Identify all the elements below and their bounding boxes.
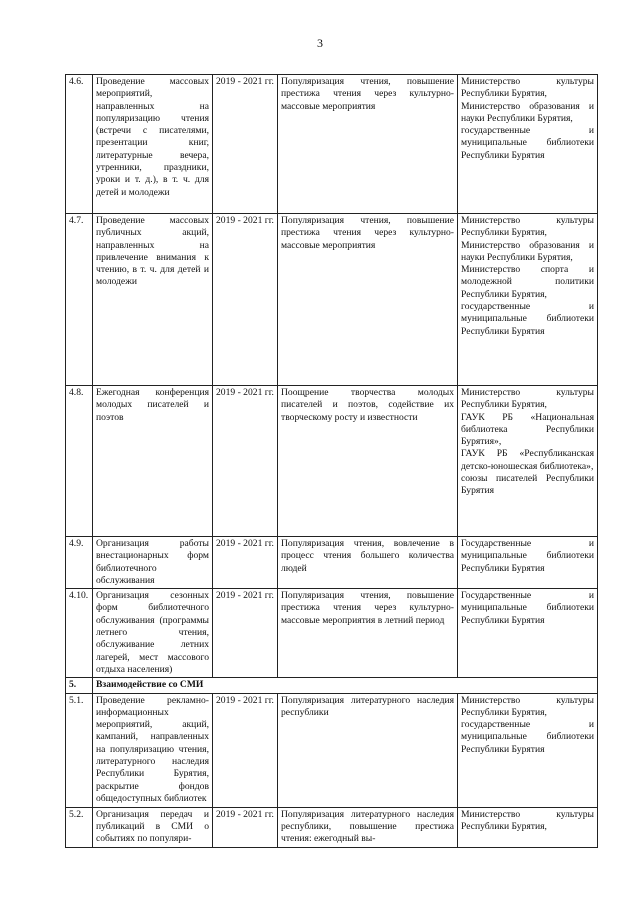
activity-cell: Ежегодная конференция молодых писателей и поэтов xyxy=(93,386,213,537)
table-row xyxy=(66,214,598,386)
executors-cell: Министерство культуры Республики Бурятия, Министерство образования и науки Республики Бурятия, государственные и муниципальные библиотеки Республики Бурятия xyxy=(458,75,598,214)
row-number: 4.10. xyxy=(66,589,93,678)
row-number: 5.1. xyxy=(66,693,93,807)
table-row xyxy=(66,807,598,847)
term-cell: 2019 - 2021 гг. xyxy=(213,589,278,678)
term-cell: 2019 - 2021 гг. xyxy=(213,693,278,807)
activity-cell: Проведение массовых мероприятий, направленных на популяризацию чтения (встречи с писателями, презентации книг, литературные вечера, утренники, праздники, уроки и т. д.), в т. ч. для детей и молодежи xyxy=(93,75,213,214)
activity-cell: Проведение массовых публичных акций, направленных на привлечение внимания к чтению, в т. ч. для детей и молодежи xyxy=(93,214,213,386)
goal-cell: Популяризация чтения, повышение престижа чтения через культурно-массовые мероприятия xyxy=(278,75,458,214)
table-row xyxy=(66,693,598,807)
row-number: 4.8. xyxy=(66,386,93,537)
executors-cell: Государственные и муниципальные библиотеки Республики Бурятия xyxy=(458,589,598,678)
term-cell: 2019 - 2021 гг. xyxy=(213,75,278,214)
row-number: 4.7. xyxy=(66,214,93,386)
term-cell: 2019 - 2021 гг. xyxy=(213,537,278,589)
goal-cell: Популяризация литературного наследия республики xyxy=(278,693,458,807)
section-number: 5. xyxy=(66,678,93,693)
goal-cell: Популяризация чтения, повышение престижа чтения через культурно-массовые мероприятия xyxy=(278,214,458,386)
term-cell: 2019 - 2021 гг. xyxy=(213,807,278,847)
row-number: 4.6. xyxy=(66,75,93,214)
executors-cell: Государственные и муниципальные библиотеки Республики Бурятия xyxy=(458,537,598,589)
goal-cell: Популяризация чтения, повышение престижа чтения через культурно-массовые мероприятия в летний период xyxy=(278,589,458,678)
goal-cell: Поощрение творчества молодых писателей и поэтов, содействие их творческому росту и известности xyxy=(278,386,458,537)
section-row xyxy=(66,678,598,693)
page-number: 3 xyxy=(317,36,323,50)
executors-cell: Министерство культуры Республики Бурятия, Министерство образования и науки Республики Бурятия, Министерство спорта и молодежной политики Республики Бурятия, государственные и муниципальные библиотеки Республики Бурятия xyxy=(458,214,598,386)
row-number: 5.2. xyxy=(66,807,93,847)
events-table xyxy=(65,74,598,848)
term-cell: 2019 - 2021 гг. xyxy=(213,386,278,537)
executors-cell: Министерство культуры Республики Бурятия, государственные и муниципальные библиотеки Республики Бурятия xyxy=(458,693,598,807)
row-number: 4.9. xyxy=(66,537,93,589)
executors-cell: Министерство культуры Республики Бурятия, ГАУК РБ «Национальная библиотека Республики Бурятия», ГАУК РБ «Республиканская детско-юношеская библиотека», союзы писателей Республики Бурятия xyxy=(458,386,598,537)
table-row xyxy=(66,589,598,678)
activity-cell: Организация передач и публикаций в СМИ о событиях по популяри- xyxy=(93,807,213,847)
table-row xyxy=(66,75,598,214)
goal-cell: Популяризация литературного наследия республики, повышение престижа чтения: ежегодный вы- xyxy=(278,807,458,847)
section-title: Взаимодействие со СМИ xyxy=(93,678,598,693)
goal-cell: Популяризация чтения, вовлечение в процесс чтения большего количества людей xyxy=(278,537,458,589)
activity-cell: Организация работы внестационарных форм библиотечного обслуживания xyxy=(93,537,213,589)
activity-cell: Проведение рекламно-информационных мероприятий, акций, кампаний, направленных на популяризацию чтения, литературного наследия Республики Бурятия, раскрытие фондов общедоступных библиотек xyxy=(93,693,213,807)
term-cell: 2019 - 2021 гг. xyxy=(213,214,278,386)
activity-cell: Организация сезонных форм библиотечного обслуживания (программы летнего чтения, обслуживание летних лагерей, мест массового отдыха населения) xyxy=(93,589,213,678)
table-row xyxy=(66,386,598,537)
table-row xyxy=(66,537,598,589)
executors-cell: Министерство культуры Республики Бурятия, xyxy=(458,807,598,847)
